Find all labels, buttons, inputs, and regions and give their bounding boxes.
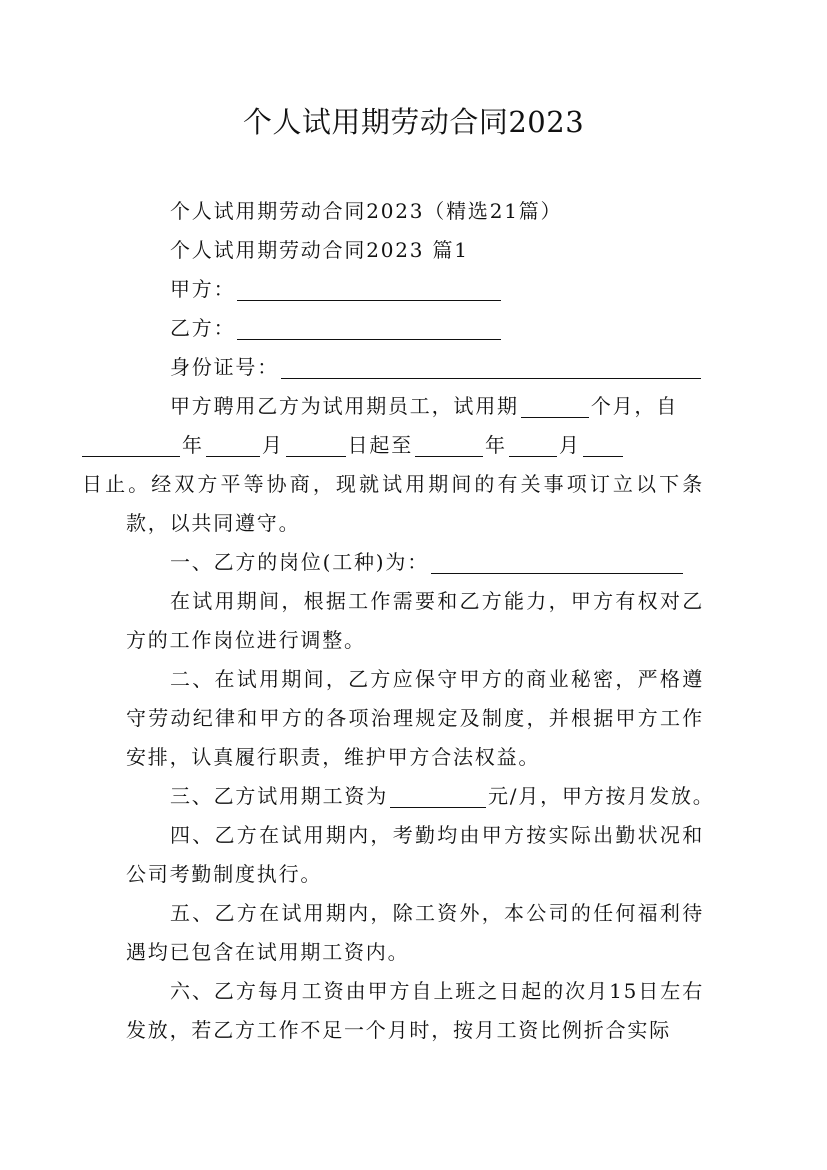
end-month-blank bbox=[509, 434, 557, 457]
clause-3-text-a: 三、乙方试用期工资为 bbox=[170, 784, 388, 808]
trial-text-2: 个月，自 bbox=[590, 394, 679, 418]
party-b-label: 乙方： bbox=[170, 316, 236, 340]
trial-months-blank bbox=[521, 395, 589, 418]
end-month-label: 月 bbox=[558, 433, 581, 457]
clause-3-text-b: 元/月，甲方按月发放。 bbox=[488, 784, 715, 808]
trial-text-1: 甲方聘用乙方为试用期员工，试用期 bbox=[170, 394, 519, 418]
clause-1-line bbox=[126, 543, 704, 582]
start-year-label: 年 bbox=[182, 433, 204, 457]
subtitle-line: 个人试用期劳动合同2023（精选21篇） bbox=[170, 199, 563, 223]
position-blank bbox=[431, 551, 683, 574]
party-a-label: 甲方： bbox=[170, 277, 236, 301]
clause-4: 四、乙方在试用期内，考勤均由甲方按实际出勤状况和公司考勤制度执行。 bbox=[126, 823, 704, 886]
end-day-blank bbox=[583, 434, 623, 457]
clause-6: 六、乙方每月工资由甲方自上班之日起的次月15日左右发放，若乙方工作不足一个月时，按月工资比例折合实际 bbox=[126, 979, 704, 1042]
end-year-blank bbox=[415, 434, 483, 457]
start-month-label: 月 bbox=[261, 433, 284, 457]
document-title: 个人试用期劳动合同2023 bbox=[242, 105, 585, 139]
section-heading: 个人试用期劳动合同2023 篇1 bbox=[170, 238, 469, 262]
end-year-label: 年 bbox=[485, 433, 507, 457]
start-day-blank bbox=[286, 434, 346, 457]
document-body bbox=[82, 192, 715, 1050]
party-a-blank bbox=[237, 278, 501, 301]
clause-1-detail: 在试用期间，根据工作需要和乙方能力，甲方有权对乙方的工作岗位进行调整。 bbox=[126, 589, 704, 652]
start-day-label: 日起至 bbox=[347, 433, 414, 457]
start-month-blank bbox=[206, 434, 260, 457]
id-number-blank bbox=[281, 356, 701, 379]
start-year-blank bbox=[82, 434, 180, 457]
id-number-line bbox=[126, 348, 704, 387]
party-b-line bbox=[126, 309, 704, 348]
clause-1-label: 一、乙方的岗位(工种)为： bbox=[170, 550, 430, 574]
id-number-label: 身份证号： bbox=[170, 355, 279, 379]
clause-3 bbox=[126, 777, 715, 816]
salary-blank bbox=[390, 785, 486, 808]
party-a-line bbox=[126, 270, 704, 309]
party-b-blank bbox=[237, 317, 501, 340]
clause-2: 二、在试用期间，乙方应保守甲方的商业秘密，严格遵守劳动纪律和甲方的各项治理规定及制度，并根据甲方工作安排，认真履行职责，维护甲方合法权益。 bbox=[126, 667, 704, 769]
clause-5: 五、乙方在试用期内，除工资外，本公司的任何福利待遇均已包含在试用期工资内。 bbox=[126, 901, 704, 964]
trial-period-paragraph bbox=[82, 387, 704, 543]
trial-text-3: 日止。经双方平等协商，现就试用期间的有关事项订立以下条款，以共同遵守。 bbox=[82, 472, 704, 535]
